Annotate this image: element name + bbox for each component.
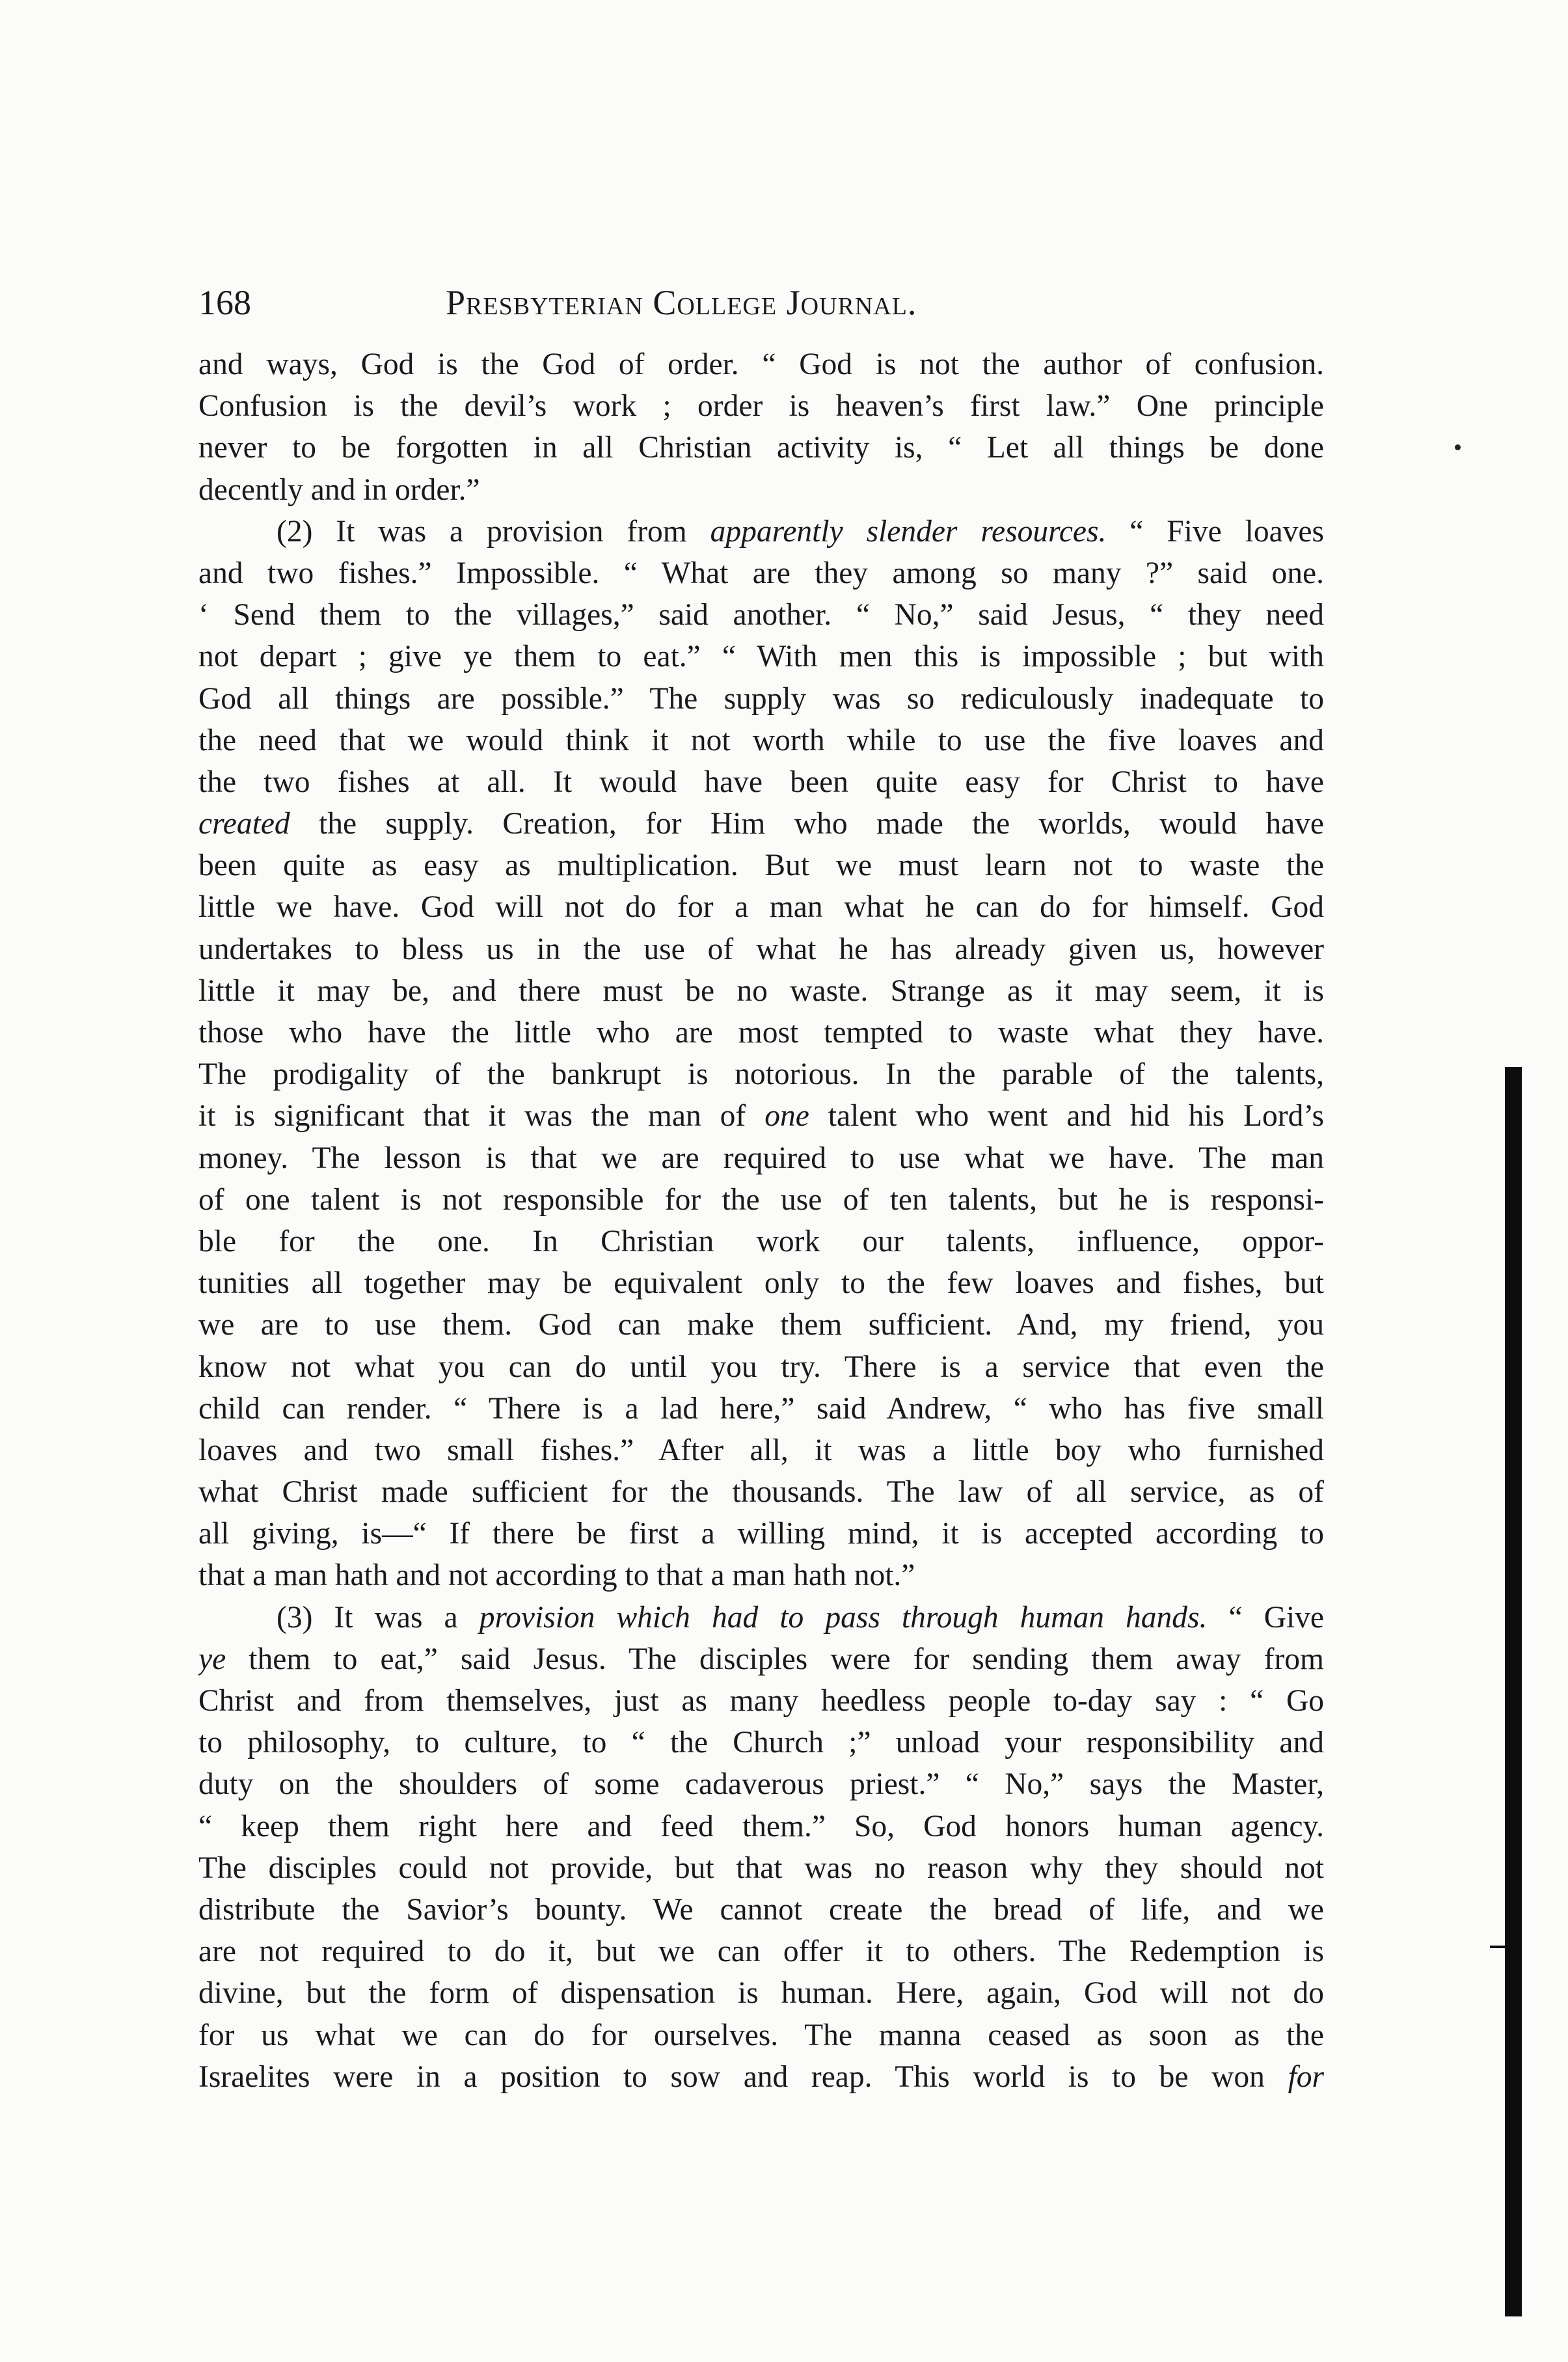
text-run: The disciples could not provide, but that was no reason why they should not xyxy=(198,1851,1324,1885)
text-run: divine, but the form of dispensation is human. Here, again, God will not do xyxy=(198,1976,1324,2011)
text-run: it is significant that it was the man of xyxy=(198,1099,765,1133)
text-run: those who have the little who are most tempted to waste what they have. xyxy=(198,1016,1324,1050)
text-line xyxy=(198,761,1324,803)
text-run: we are to use them. God can make them sufficient. And, my friend, you xyxy=(198,1308,1324,1342)
text-run: ble for the one. In Christian work our talents, influence, oppor- xyxy=(198,1224,1324,1258)
text-line xyxy=(198,344,1324,385)
text-line xyxy=(198,2056,1324,2098)
text-line xyxy=(198,1513,1324,1554)
page-number: 168 xyxy=(198,283,251,322)
text-run: little we have. God will not do for a man what he can do for himself. God xyxy=(198,890,1324,925)
text-run: all giving, is—“ If there be first a willing mind, it is accepted according to xyxy=(198,1517,1324,1551)
page-edge-mark xyxy=(1490,1946,1509,1948)
text-line xyxy=(198,1972,1324,2014)
text-run: The prodigality of the bankrupt is notorious. In the parable of the talents, xyxy=(198,1057,1324,1092)
text-line xyxy=(198,1095,1324,1137)
text-run: distribute the Savior’s bounty. We cannot create the bread of life, and we xyxy=(198,1892,1324,1927)
body-text xyxy=(198,344,1324,2098)
text-line xyxy=(198,636,1324,677)
text-line xyxy=(198,678,1324,720)
text-run: (3) It was a xyxy=(277,1600,480,1635)
text-line xyxy=(198,845,1324,886)
text-line xyxy=(198,1680,1324,1722)
text-run: Christ and from themselves, just as many heedless people to-day say : “ Go xyxy=(198,1684,1324,1718)
text-line xyxy=(198,803,1324,845)
text-run: the supply. Creation, for Him who made the worlds, would have xyxy=(290,807,1324,841)
text-line xyxy=(198,1137,1324,1179)
running-head: Presbyterian College Journal. xyxy=(446,283,917,322)
text-line xyxy=(198,427,1324,468)
text-run: God all things are possible.” The supply was so rediculously inadequate to xyxy=(198,681,1324,716)
text-run: Israelites were in a position to sow and reap. This world is to be won xyxy=(198,2059,1288,2094)
text-line xyxy=(198,1806,1324,1847)
text-line xyxy=(198,1554,1324,1596)
text-run: ‘ Send them to the villages,” said another. “ No,” said Jesus, “ they need xyxy=(198,598,1324,632)
text-line xyxy=(198,1179,1324,1221)
text-line xyxy=(198,1012,1324,1053)
text-run: child can render. “ There is a lad here,” said Andrew, “ who has five small xyxy=(198,1391,1324,1426)
text-line xyxy=(198,552,1324,594)
text-run: the need that we would think it not worth while to use the five loaves and xyxy=(198,723,1324,757)
text-line xyxy=(198,886,1324,928)
text-line xyxy=(198,385,1324,427)
text-run: and ways, God is the God of order. “ God is not the author of confusion. xyxy=(198,347,1324,381)
text-line xyxy=(198,1638,1324,1680)
text-line xyxy=(198,1388,1324,1430)
text-line xyxy=(198,1053,1324,1095)
text-line xyxy=(198,929,1324,970)
text-line xyxy=(198,720,1324,761)
text-run: them to eat,” said Jesus. The disciples were for sending them away from xyxy=(226,1642,1324,1676)
text-line xyxy=(198,1471,1324,1513)
page-header xyxy=(198,277,1344,329)
text-line xyxy=(198,1597,1324,1638)
text-line xyxy=(198,594,1324,636)
text-line xyxy=(198,511,1324,552)
text-run: been quite as easy as multiplication. But we must learn not to waste the xyxy=(198,848,1324,883)
text-run: what Christ made sufficient for the thousands. The law of all service, as of xyxy=(198,1475,1324,1510)
text-run: are not required to do it, but we can offer it to others. The Redemption is xyxy=(198,1934,1324,1969)
text-line xyxy=(198,1889,1324,1931)
text-run: know not what you can do until you try. There is a service that even the xyxy=(198,1350,1324,1384)
text-line xyxy=(198,1430,1324,1471)
text-run: undertakes to bless us in the use of what he has already given us, however xyxy=(198,932,1324,966)
text-line xyxy=(198,1763,1324,1805)
italic-phrase: apparently slender resources. xyxy=(710,514,1107,549)
text-run: “ keep them right here and feed them.” So, God honors human agency. xyxy=(198,1809,1324,1843)
text-run: little it may be, and there must be no waste. Strange as it may seem, it is xyxy=(198,973,1324,1008)
text-run: duty on the shoulders of some cadaverous priest.” “ No,” says the Master, xyxy=(198,1767,1324,1802)
italic-phrase: for xyxy=(1288,2059,1324,2094)
text-run: of one talent is not responsible for the use of ten talents, but he is responsi- xyxy=(198,1182,1324,1217)
text-line xyxy=(198,1221,1324,1262)
text-run: tunities all together may be equivalent only to the few loaves and fishes, but xyxy=(198,1266,1324,1301)
italic-phrase: provision which had to pass through human hands. xyxy=(479,1600,1208,1635)
text-run: for us what we can do for ourselves. The manna ceased as soon as the xyxy=(198,2018,1324,2052)
text-run: not depart ; give ye them to eat.” “ With men this is impossible ; but with xyxy=(198,640,1324,674)
text-run: “ Give xyxy=(1207,1600,1324,1635)
text-run: money. The lesson is that we are required to use what we have. The man xyxy=(198,1141,1324,1175)
text-line xyxy=(198,2015,1324,2056)
text-line xyxy=(198,1346,1324,1388)
italic-phrase: created xyxy=(198,807,290,841)
page-edge-shadow xyxy=(1505,1067,1522,2316)
text-line xyxy=(198,1304,1324,1346)
text-line xyxy=(198,1847,1324,1889)
text-run: (2) It was a provision from xyxy=(277,514,710,549)
text-run: decently and in order.” xyxy=(198,472,480,507)
text-run: and two fishes.” Impossible. “ What are they among so many ?” said one. xyxy=(198,556,1324,590)
text-run: Confusion is the devil’s work ; order is heaven’s first law.” One principle xyxy=(198,389,1324,424)
italic-phrase: ye xyxy=(198,1642,226,1676)
margin-dot xyxy=(1455,444,1461,450)
text-line xyxy=(198,1262,1324,1304)
text-run: to philosophy, to culture, to “ the Church ;” unload your responsibility and xyxy=(198,1726,1324,1760)
text-run: talent who went and hid his Lord’s xyxy=(809,1099,1324,1133)
text-line xyxy=(198,970,1324,1012)
text-line xyxy=(198,469,1324,511)
text-line xyxy=(198,1931,1324,1972)
text-run: that a man hath and not according to that a man hath not.” xyxy=(198,1558,915,1593)
italic-phrase: one xyxy=(764,1099,809,1133)
text-run: loaves and two small fishes.” After all, it was a little boy who furnished xyxy=(198,1433,1324,1467)
text-run: never to be forgotten in all Christian activity is, “ Let all things be done xyxy=(198,431,1324,465)
text-run: the two fishes at all. It would have been quite easy for Christ to have xyxy=(198,765,1324,799)
text-line xyxy=(198,1722,1324,1763)
text-run: “ Five loaves xyxy=(1106,514,1324,549)
